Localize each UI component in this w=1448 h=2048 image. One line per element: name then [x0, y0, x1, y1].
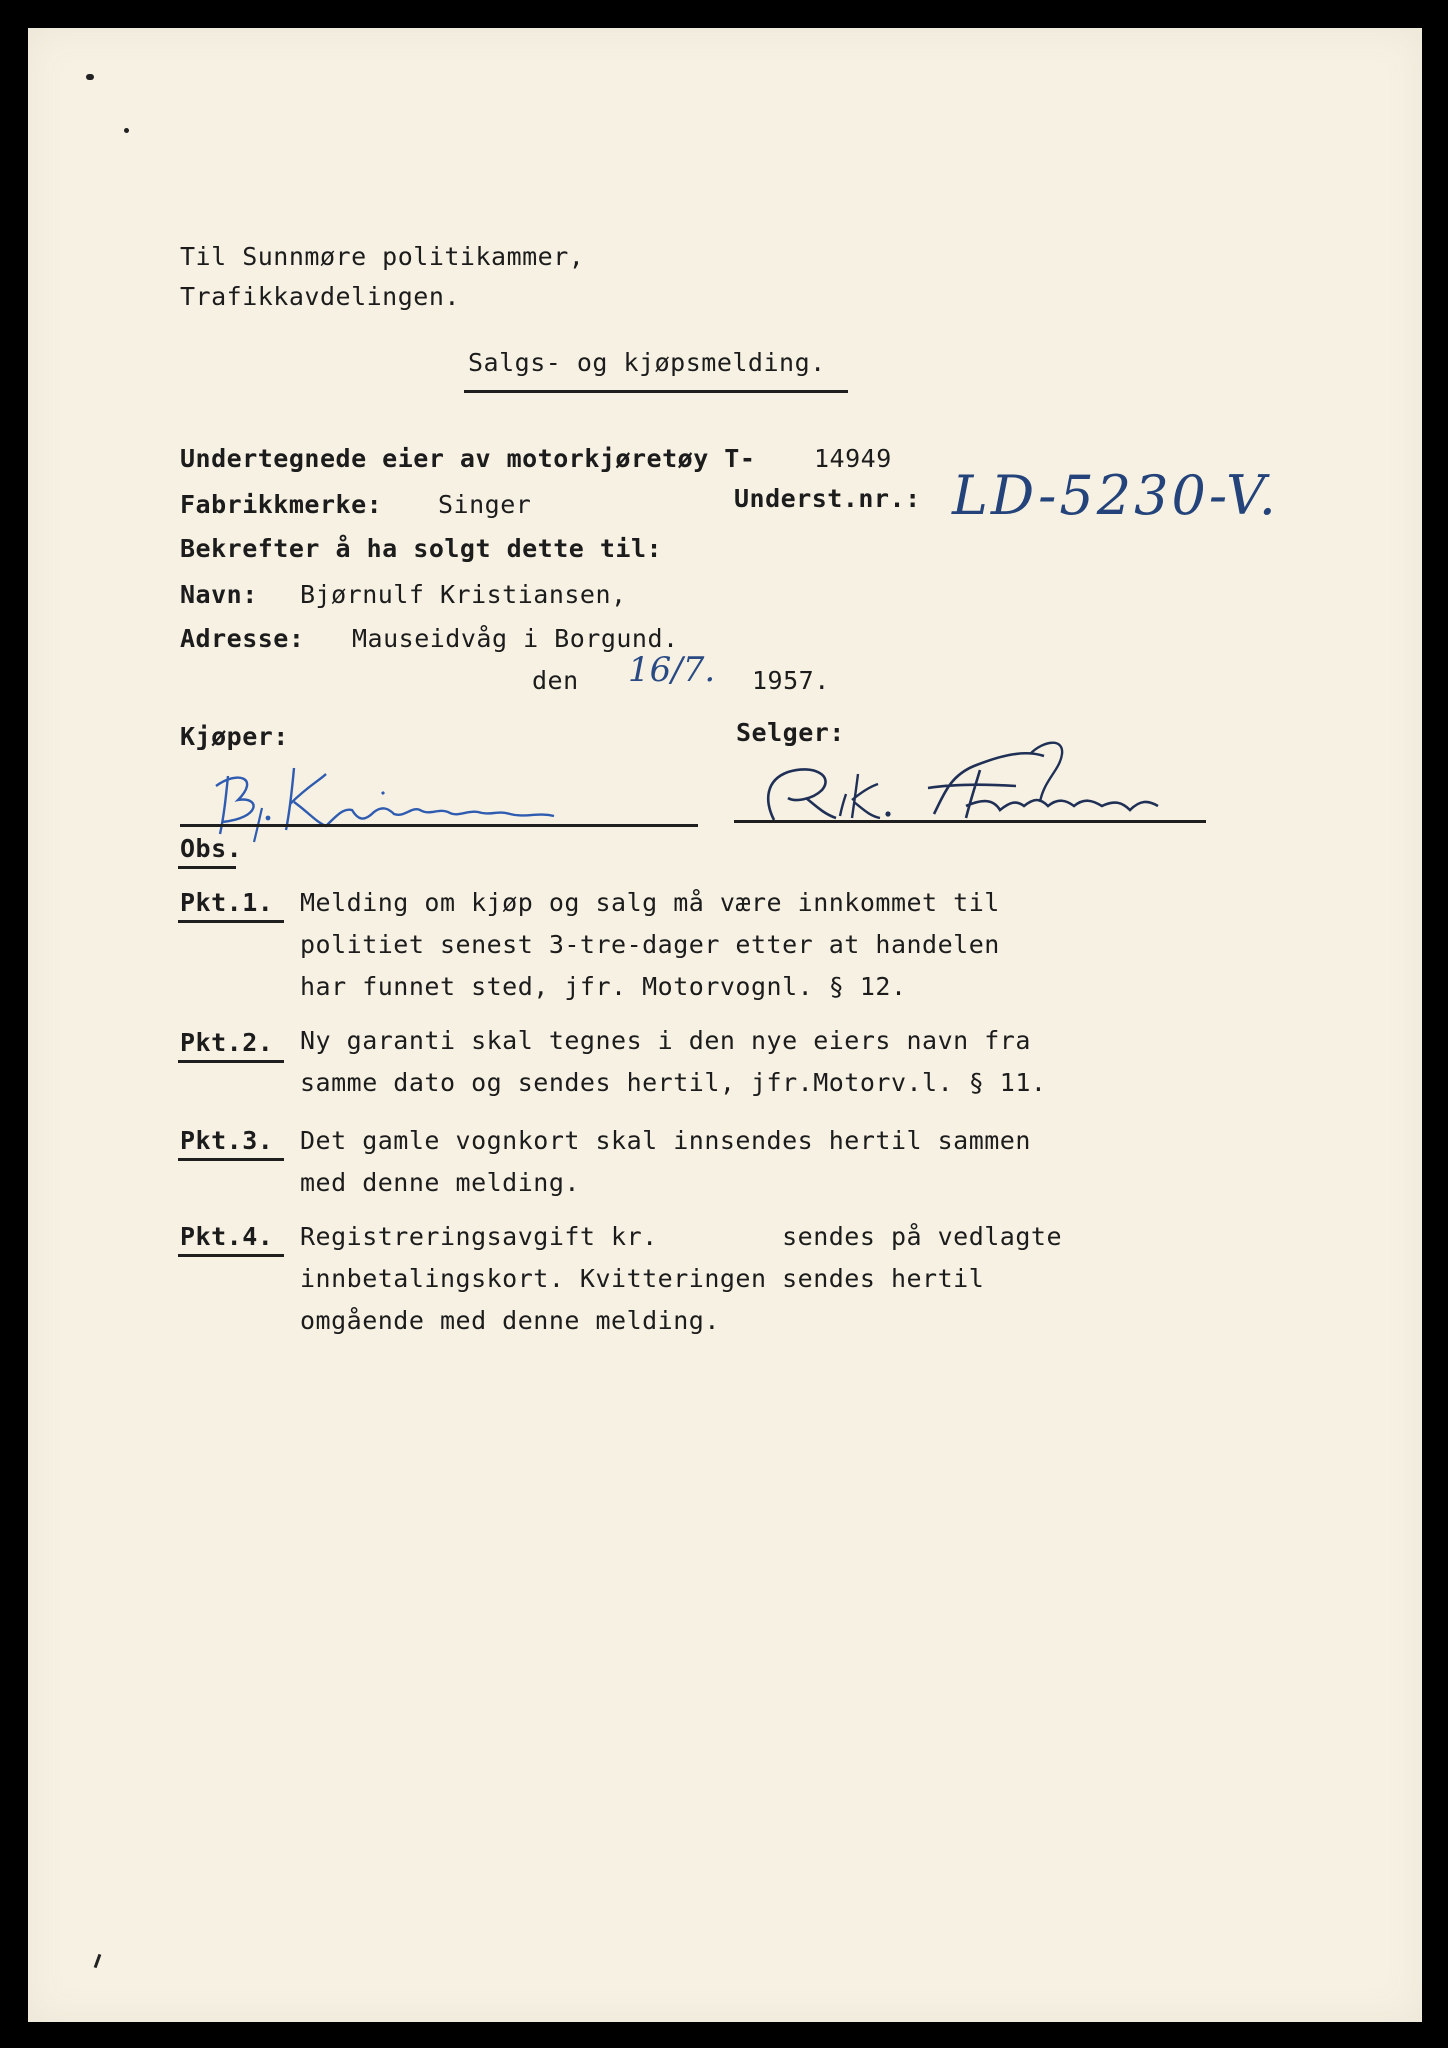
point-3-line-1: Det gamle vognkort skal innsendes hertil sammen [300, 1126, 1031, 1155]
point-2-underline [178, 1060, 284, 1063]
ink-mark [94, 1954, 102, 1968]
confirm-line: Bekrefter å ha solgt dette til: [180, 534, 663, 563]
title-underline [464, 390, 848, 393]
make-value: Singer [438, 490, 532, 519]
point-4-line-2: innbetalingskort. Kvitteringen sendes hertil [300, 1264, 985, 1293]
buyer-address-label: Adresse: [180, 624, 305, 653]
document-page [28, 28, 1422, 2022]
addressee-line-1: Til Sunnmøre politikammer, [180, 242, 585, 271]
point-4-line-3: omgående med denne melding. [300, 1306, 720, 1335]
seller-signature [744, 740, 1224, 840]
document-title: Salgs- og kjøpsmelding. [468, 348, 826, 377]
addressee-line-2: Trafikkavdelingen. [180, 282, 460, 311]
buyer-name-label: Navn: [180, 580, 258, 609]
point-4-underline [178, 1254, 284, 1257]
seller-signature-drawing [744, 740, 1224, 840]
point-1-underline [178, 920, 284, 923]
obs-label: Obs. [180, 834, 243, 863]
buyer-label: Kjøper: [180, 722, 289, 751]
point-1-label: Pkt.1. [180, 888, 274, 917]
make-label: Fabrikkmerke: [180, 490, 383, 519]
date-day-month-handwritten: 16/7. [628, 650, 716, 690]
point-3-line-2: med denne melding. [300, 1168, 580, 1197]
point-4-line-1: Registreringsavgift kr. sendes på vedlagte [300, 1222, 1063, 1251]
point-2-line-2: samme dato og sendes hertil, jfr.Motorv.l. § 11. [300, 1068, 1047, 1097]
chassis-number-handwritten: LD-5230-V. [952, 464, 1279, 527]
point-1-line-1: Melding om kjøp og salg må være innkommet til [300, 888, 1000, 917]
point-1-line-3: har funnet sted, jfr. Motorvognl. § 12. [300, 972, 907, 1001]
seller-label: Selger: [736, 718, 845, 747]
date-prefix: den [532, 666, 579, 695]
ink-mark [86, 74, 94, 80]
obs-underline [178, 866, 236, 869]
registration-number: 14949 [814, 444, 892, 473]
point-3-underline [178, 1158, 284, 1161]
point-1-line-2: politiet senest 3-tre-dager etter at handelen [300, 930, 1000, 959]
buyer-signature-drawing [198, 756, 598, 846]
buyer-signature-line [180, 824, 698, 827]
point-2-label: Pkt.2. [180, 1028, 274, 1057]
buyer-name-value: Bjørnulf Kristiansen, [300, 580, 627, 609]
buyer-address-value: Mauseidvåg i Borgund. [352, 624, 679, 653]
date-year: 1957. [752, 666, 830, 695]
point-2-line-1: Ny garanti skal tegnes i den nye eiers navn fra [300, 1026, 1031, 1055]
seller-signature-line [734, 820, 1206, 823]
owner-label: Undertegnede eier av motorkjøretøy T- [180, 444, 756, 473]
point-3-label: Pkt.3. [180, 1126, 274, 1155]
point-4-label: Pkt.4. [180, 1222, 274, 1251]
buyer-signature [198, 756, 598, 846]
chassis-label: Underst.nr.: [734, 484, 921, 513]
ink-mark [124, 128, 129, 133]
